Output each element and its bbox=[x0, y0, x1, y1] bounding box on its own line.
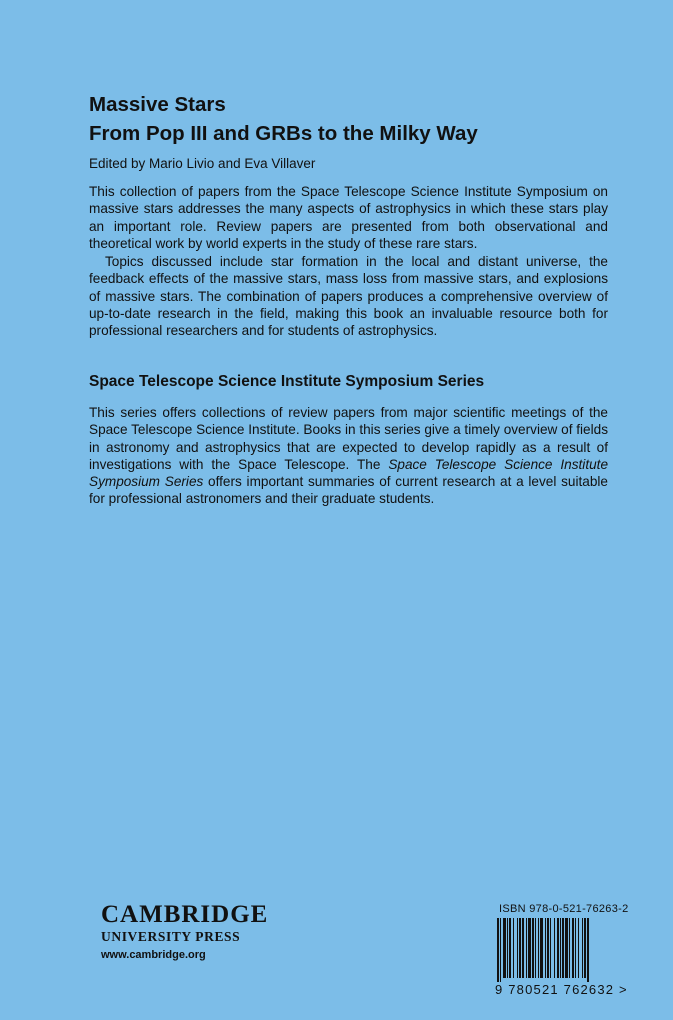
barcode-bar bbox=[522, 918, 524, 978]
title-line-1: Massive Stars bbox=[89, 93, 226, 116]
publisher-url: www.cambridge.org bbox=[101, 949, 206, 961]
series-heading: Space Telescope Science Institute Symposium Series bbox=[89, 373, 485, 390]
barcode-bar bbox=[557, 918, 559, 978]
book-title bbox=[89, 90, 609, 148]
description-paragraph-2: Topics discussed include star formation in the local and distant universe, the feedback effects of the massive stars, mass loss from massive stars, and explosions of massive stars. The combination of papers produces a comprehensive overview of up-to-date research in the field, making this book an invaluable resource both for professional researchers and for students of astrophysics. bbox=[89, 254, 608, 339]
barcode-bar bbox=[526, 918, 527, 978]
barcode-bar bbox=[517, 918, 518, 978]
barcode-bar bbox=[575, 918, 576, 978]
barcode-bar bbox=[547, 918, 549, 978]
publisher-press: UNIVERSITY PRESS bbox=[101, 929, 241, 944]
barcode-digits: 9 780521 762632 > bbox=[495, 982, 628, 997]
title-line-2: From Pop III and GRBs to the Milky Way bbox=[89, 122, 478, 145]
barcode-bar bbox=[500, 918, 501, 982]
barcode-bar bbox=[587, 918, 589, 982]
barcode-bar bbox=[503, 918, 506, 978]
barcode-bar bbox=[565, 918, 568, 978]
barcode-bar bbox=[554, 918, 555, 978]
barcode-bar bbox=[507, 918, 508, 978]
barcode-bar bbox=[540, 918, 543, 978]
barcode-bar bbox=[545, 918, 546, 978]
barcode-bar bbox=[582, 918, 583, 978]
series-text-before: This series offers collections of review papers from major scientific meetings of the Space Telescope Science Institute. Books in this series give a timely overview of fields in astronomy and astrophysics that are expected to develop rapidly as a result of investigations with the Space Telescope. The bbox=[89, 405, 608, 472]
isbn-label: ISBN 978-0-521-76263-2 bbox=[499, 903, 629, 915]
series-paragraph bbox=[89, 404, 608, 508]
series-name-italic: Space Telescope Science Institute Symposium Series bbox=[89, 456, 608, 490]
barcode-icon bbox=[495, 918, 635, 982]
barcode-bar bbox=[560, 918, 561, 978]
barcode-bar bbox=[519, 918, 521, 978]
barcode-bar bbox=[550, 918, 551, 978]
publisher-logo bbox=[101, 902, 268, 962]
barcode-bar bbox=[578, 918, 579, 978]
barcode-bar bbox=[538, 918, 539, 978]
description-paragraph-1: This collection of papers from the Space Telescope Science Institute Symposium on massive stars addresses the many aspects of astrophysics in which these stars play an important role. Review papers are presented from both observational and theoretical work by world experts in the study of these rare stars. bbox=[89, 184, 608, 251]
barcode-bar bbox=[513, 918, 514, 978]
barcode-bar bbox=[528, 918, 531, 978]
barcode-bar bbox=[497, 918, 499, 982]
isbn-block bbox=[495, 903, 645, 997]
publisher-name: CAMBRIDGE bbox=[101, 901, 269, 928]
editors-line: Edited by Mario Livio and Eva Villaver bbox=[89, 156, 316, 171]
barcode-bar bbox=[562, 918, 564, 978]
barcode-bar bbox=[509, 918, 511, 978]
barcode-bar bbox=[569, 918, 570, 978]
barcode-bar bbox=[532, 918, 534, 978]
barcode-bar bbox=[535, 918, 536, 978]
barcode-bar bbox=[584, 918, 586, 978]
series-text-after: offers important summaries of current research at a level suitable for professional astronomers and their graduate students. bbox=[89, 474, 608, 507]
barcode-bar bbox=[572, 918, 574, 978]
